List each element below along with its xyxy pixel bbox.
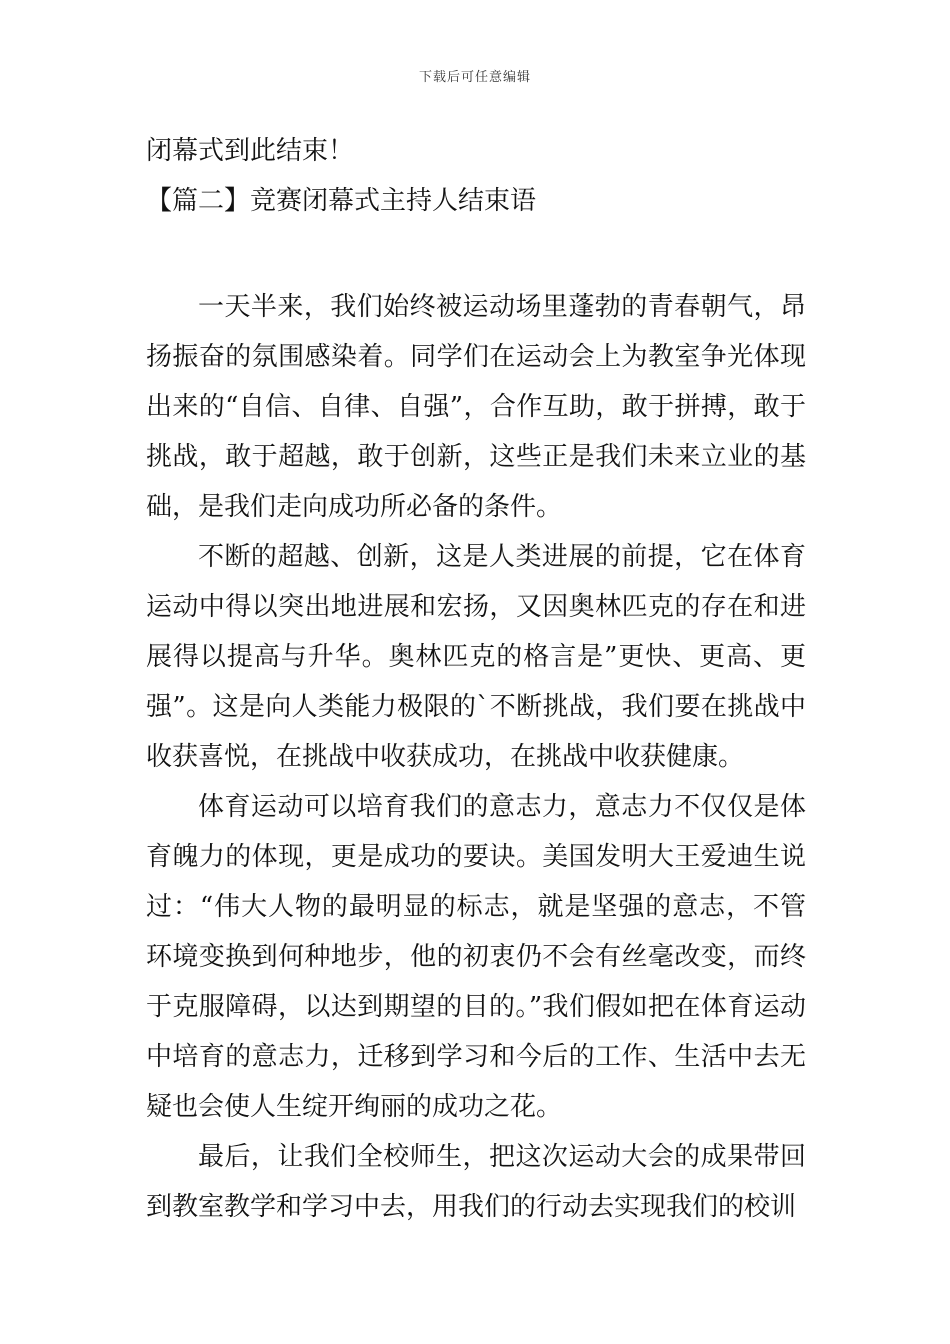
header-note: 下载后可任意编辑 <box>418 70 531 85</box>
paragraph-3: 体育运动可以培育我们的意志力，意志力不仅仅是体育魄力的体现，更是成功的要诀。美国发明大王爱迪生说过：“伟大人物的最明显的标志，就是坚强的意志，不管环境变换到何种地步，他的初衷仍不会有丝毫改变，而终于克服障碍，以达到期望的目的。”我们假如把在体育运动中培育的意志力，迁移到学习和今后的工作、生活中去无疑也会使人生绽开绚丽的成功之花。 <box>146 792 806 1122</box>
closing-line: 闭幕式到此结束！ <box>146 136 355 166</box>
document-body <box>146 126 806 1232</box>
paragraph-2: 不断的超越、创新，这是人类进展的前提，它在体育运动中得以突出地进展和宏扬，又因奥林匹克的存在和进展得以提高与升华。奥林匹克的格言是”更快、更高、更强”。这是向人类能力极限的`不断挑战，我们要在挑战中收获喜悦，在挑战中收获成功，在挑战中收获健康。 <box>146 542 806 772</box>
paragraph-4: 最后，让我们全校师生，把这次运动大会的成果带回到教室教学和学习中去，用我们的行动去实现我们的校训 <box>146 1142 806 1222</box>
blank-line <box>146 226 806 282</box>
paragraph-1: 一天半来，我们始终被运动场里蓬勃的青春朝气，昂扬振奋的氛围感染着。同学们在运动会上为教室争光体现出来的“自信、自律、自强”，合作互助，敢于拼搏，敢于挑战，敢于超越，敢于创新，这些正是我们未来立业的基础，是我们走向成功所必备的条件。 <box>146 292 806 522</box>
section-title: 【篇二】竞赛闭幕式主持人结束语 <box>146 186 537 216</box>
